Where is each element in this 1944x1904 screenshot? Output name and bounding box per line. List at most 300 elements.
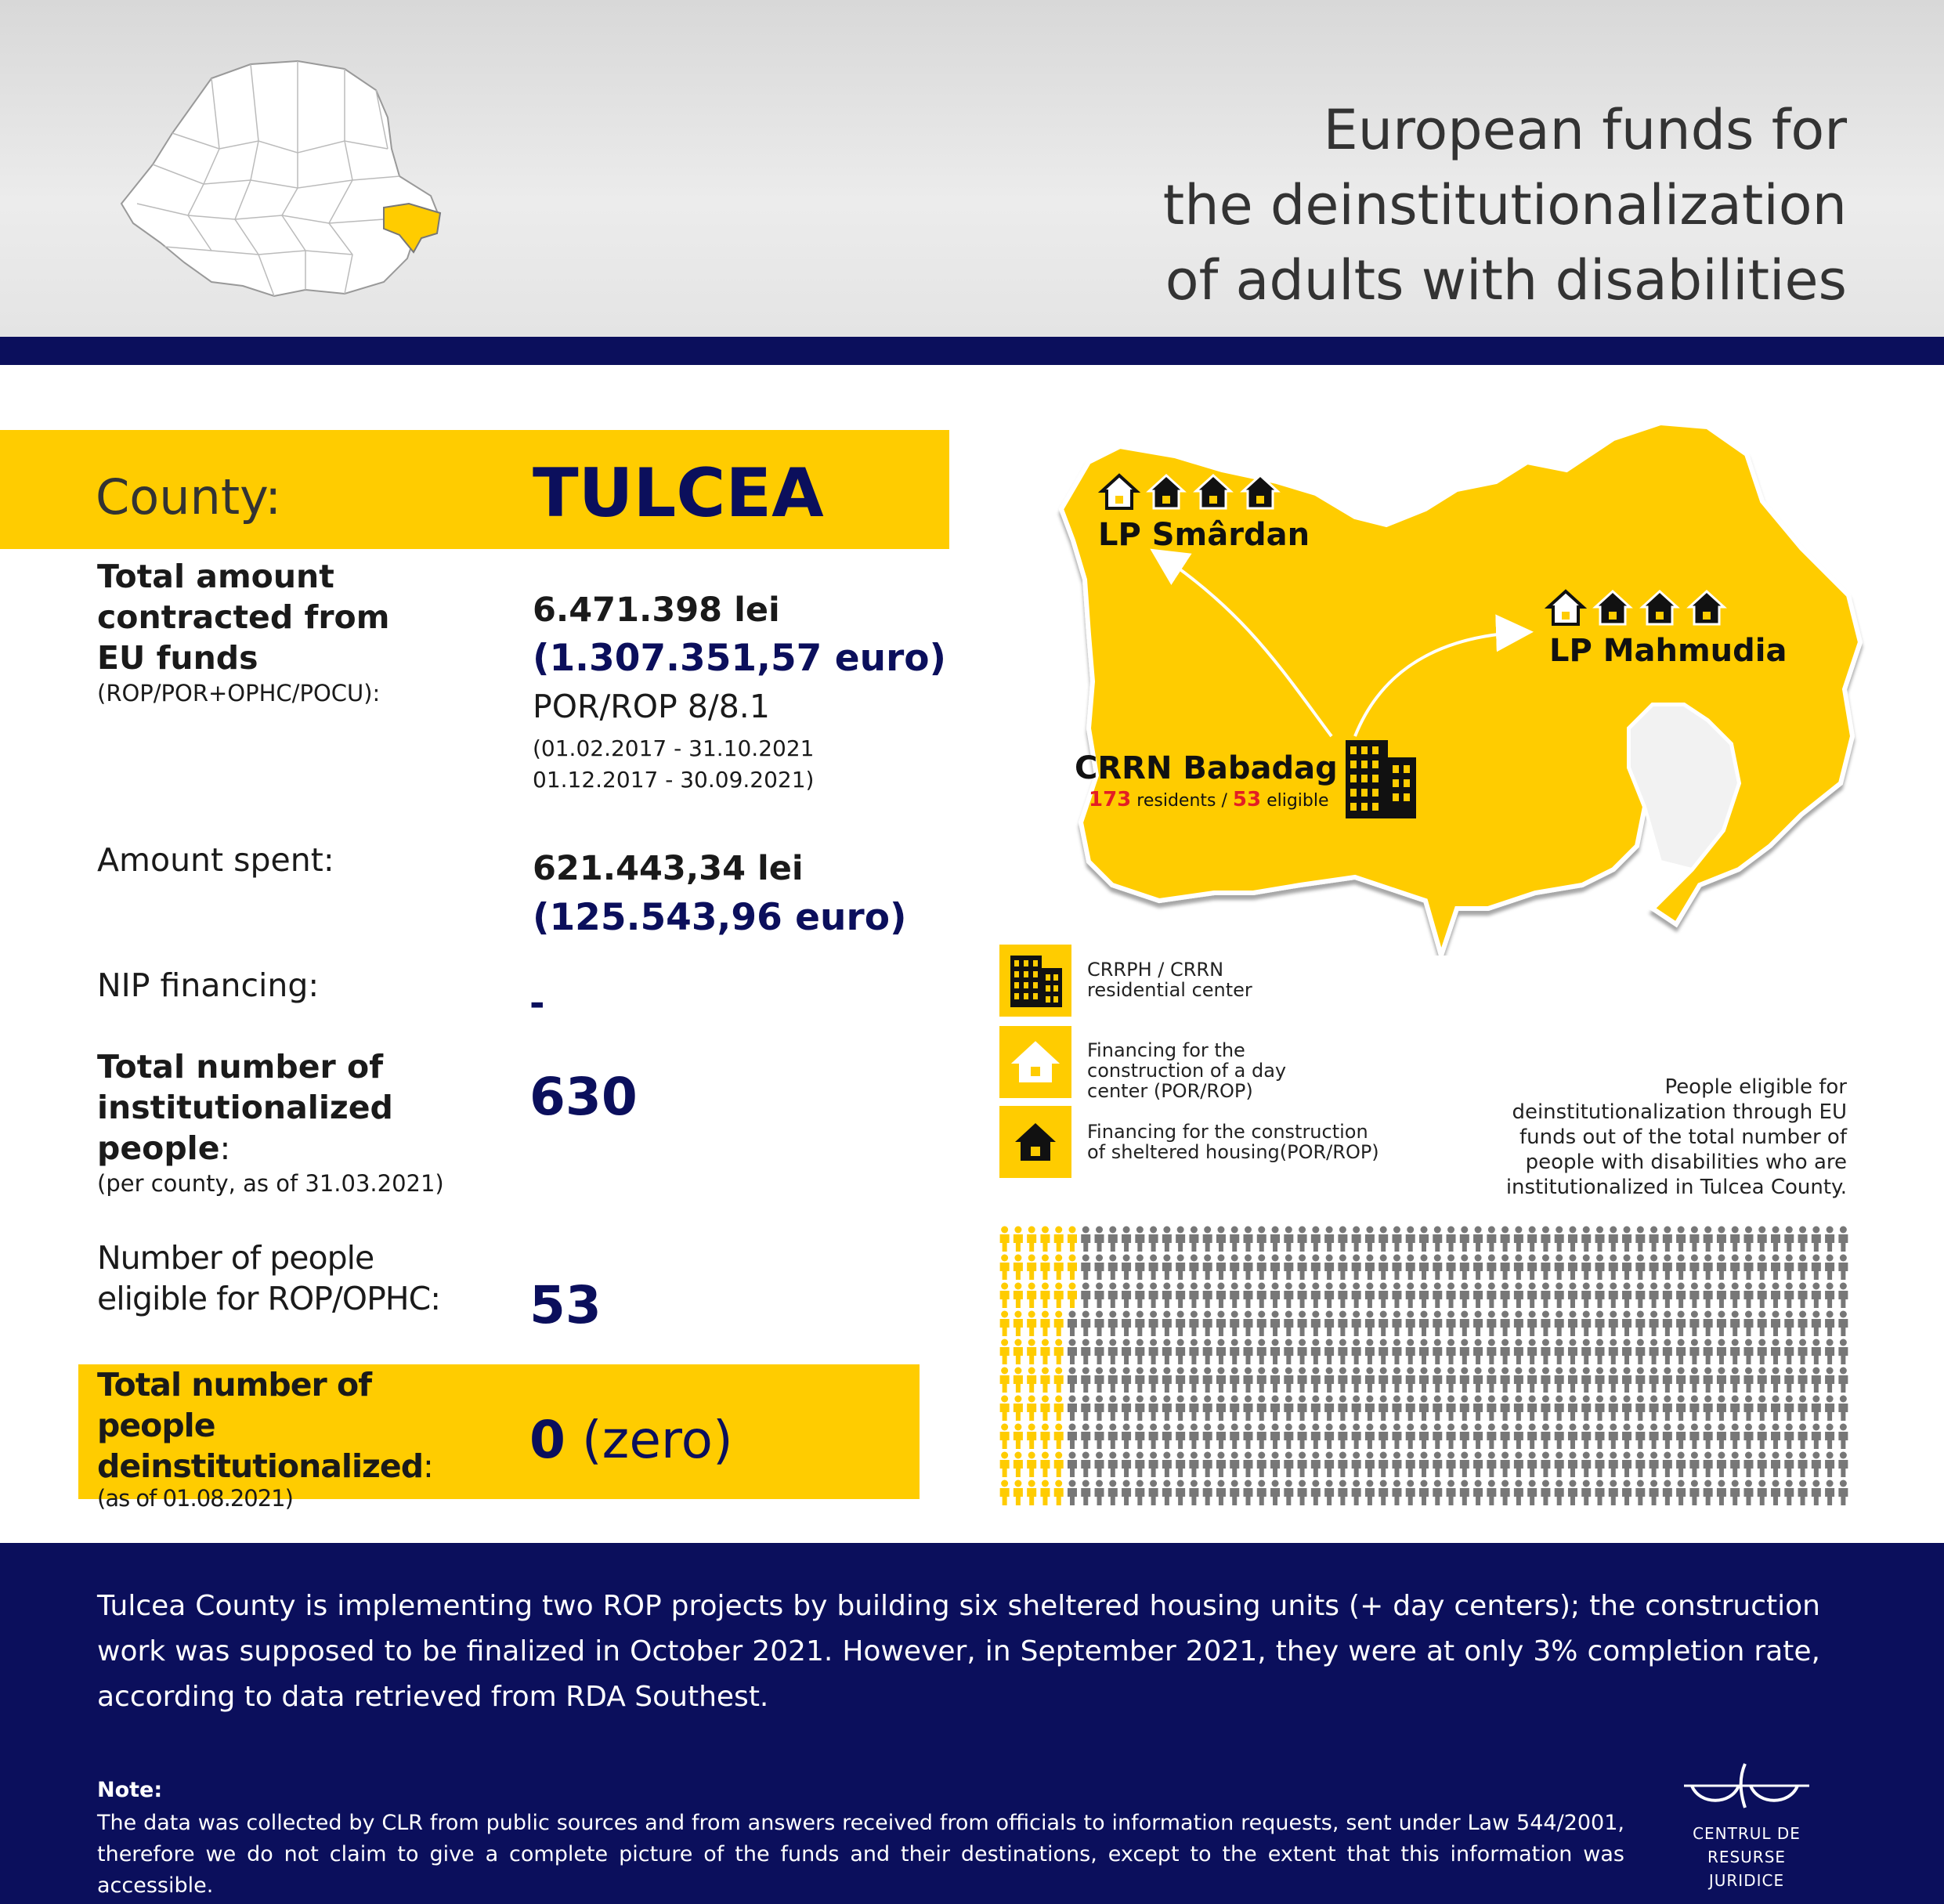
person-icon	[1676, 1396, 1686, 1422]
person-icon	[1203, 1452, 1212, 1478]
person-icon	[1284, 1311, 1293, 1337]
person-icon	[1338, 1227, 1347, 1252]
person-icon	[1311, 1255, 1321, 1281]
person-icon	[1527, 1283, 1537, 1309]
person-icon	[1216, 1227, 1226, 1252]
person-icon	[1743, 1339, 1753, 1365]
person-icon	[1135, 1480, 1144, 1506]
person-icon	[1068, 1367, 1077, 1393]
person-icon	[1743, 1480, 1753, 1506]
person-icon	[1406, 1283, 1415, 1309]
person-icon	[1270, 1424, 1280, 1450]
person-icon	[1812, 1227, 1821, 1252]
person-icon	[1311, 1396, 1321, 1422]
person-icon	[1595, 1227, 1605, 1252]
person-icon	[1730, 1255, 1740, 1281]
person-icon	[1230, 1339, 1239, 1365]
person-icon	[1365, 1283, 1375, 1309]
person-icon	[1730, 1339, 1740, 1365]
person-icon	[1798, 1227, 1808, 1252]
person-icon	[1298, 1227, 1307, 1252]
person-icon	[1514, 1452, 1523, 1478]
person-icon	[1663, 1424, 1672, 1450]
person-icon	[1122, 1424, 1131, 1450]
person-icon	[1730, 1311, 1740, 1337]
person-icon	[1162, 1480, 1172, 1506]
person-eligible-icon	[1027, 1480, 1036, 1506]
person-icon	[1149, 1311, 1158, 1337]
person-icon	[1068, 1339, 1077, 1365]
person-icon	[1352, 1255, 1361, 1281]
institutionalized-label	[97, 1046, 444, 1198]
person-icon	[1771, 1255, 1780, 1281]
person-eligible-icon	[1054, 1424, 1064, 1450]
person-icon	[1663, 1452, 1672, 1478]
person-icon	[1419, 1227, 1429, 1252]
person-icon	[1487, 1227, 1496, 1252]
legend-housing-text	[1087, 1122, 1379, 1162]
person-icon	[1433, 1255, 1442, 1281]
person-icon	[1663, 1255, 1672, 1281]
person-icon	[1743, 1452, 1753, 1478]
person-icon	[1812, 1452, 1821, 1478]
person-icon	[1771, 1283, 1780, 1309]
person-icon	[1581, 1480, 1591, 1506]
person-icon	[1419, 1311, 1429, 1337]
person-icon	[1108, 1255, 1118, 1281]
person-eligible-icon	[1014, 1396, 1023, 1422]
person-icon	[1501, 1283, 1510, 1309]
person-icon	[1108, 1227, 1118, 1252]
person-icon	[1365, 1452, 1375, 1478]
person-icon	[1352, 1311, 1361, 1337]
person-icon	[1162, 1227, 1172, 1252]
person-icon	[1784, 1311, 1794, 1337]
person-icon	[1298, 1396, 1307, 1422]
total-contracted-euro: (1.307.351,57 euro)	[533, 637, 947, 680]
person-icon	[1392, 1452, 1401, 1478]
person-icon	[1473, 1424, 1483, 1450]
person-icon	[1365, 1339, 1375, 1365]
person-icon	[1352, 1283, 1361, 1309]
person-icon	[1743, 1367, 1753, 1393]
person-icon	[1704, 1227, 1713, 1252]
person-icon	[1622, 1452, 1631, 1478]
person-icon	[1798, 1339, 1808, 1365]
person-icon	[1689, 1255, 1699, 1281]
person-icon	[1243, 1396, 1252, 1422]
person-icon	[1825, 1367, 1834, 1393]
deinst-colon: :	[423, 1447, 433, 1485]
person-icon	[1392, 1396, 1401, 1422]
person-icon	[1338, 1339, 1347, 1365]
person-icon	[1189, 1311, 1198, 1337]
person-icon	[1595, 1339, 1605, 1365]
person-icon	[1108, 1339, 1118, 1365]
legend-building-box	[999, 945, 1071, 1017]
person-eligible-icon	[1014, 1452, 1023, 1478]
person-icon	[1216, 1311, 1226, 1337]
person-icon	[1447, 1339, 1456, 1365]
person-icon	[1717, 1255, 1726, 1281]
person-icon	[1838, 1311, 1848, 1337]
person-eligible-icon	[1054, 1339, 1064, 1365]
person-icon	[1324, 1227, 1334, 1252]
person-icon	[1650, 1339, 1659, 1365]
person-icon	[1527, 1227, 1537, 1252]
person-icon	[1095, 1227, 1104, 1252]
person-icon	[1825, 1452, 1834, 1478]
person-icon	[1501, 1452, 1510, 1478]
person-icon	[1433, 1339, 1442, 1365]
person-icon	[1676, 1255, 1686, 1281]
person-icon	[1298, 1283, 1307, 1309]
person-icon	[1771, 1424, 1780, 1450]
legend-item3-line2: of sheltered housing(POR/ROP)	[1087, 1141, 1379, 1163]
person-icon	[1838, 1452, 1848, 1478]
person-icon	[1460, 1227, 1469, 1252]
person-icon	[1270, 1255, 1280, 1281]
person-icon	[1838, 1227, 1848, 1252]
building-icon	[999, 945, 1071, 1017]
person-icon	[1689, 1452, 1699, 1478]
person-icon	[1555, 1311, 1564, 1337]
person-icon	[1676, 1480, 1686, 1506]
person-icon	[1555, 1255, 1564, 1281]
eligible-value: 53	[529, 1275, 602, 1335]
person-icon	[1365, 1227, 1375, 1252]
person-icon	[1149, 1227, 1158, 1252]
person-icon	[1406, 1424, 1415, 1450]
person-icon	[1568, 1311, 1577, 1337]
person-icon	[1609, 1283, 1618, 1309]
person-icon	[1203, 1311, 1212, 1337]
person-icon	[1284, 1367, 1293, 1393]
person-icon	[1758, 1283, 1767, 1309]
person-eligible-icon	[1000, 1311, 1010, 1337]
tulcea-county-map	[1018, 407, 1880, 956]
person-icon	[1771, 1339, 1780, 1365]
person-icon	[1257, 1367, 1266, 1393]
person-icon	[1392, 1311, 1401, 1337]
person-icon	[1433, 1367, 1442, 1393]
person-icon	[1135, 1227, 1144, 1252]
total-contracted-period	[533, 733, 814, 796]
person-icon	[1838, 1424, 1848, 1450]
person-icon	[1838, 1367, 1848, 1393]
person-icon	[1784, 1396, 1794, 1422]
person-eligible-icon	[1014, 1339, 1023, 1365]
person-icon	[1406, 1227, 1415, 1252]
person-icon	[1541, 1339, 1550, 1365]
person-icon	[1284, 1424, 1293, 1450]
person-icon	[1555, 1339, 1564, 1365]
person-icon	[1068, 1424, 1077, 1450]
person-icon	[1635, 1339, 1645, 1365]
person-icon	[1352, 1227, 1361, 1252]
person-eligible-icon	[1014, 1227, 1023, 1252]
person-icon	[1149, 1339, 1158, 1365]
person-icon	[1784, 1255, 1794, 1281]
person-icon	[1635, 1227, 1645, 1252]
person-icon	[1108, 1311, 1118, 1337]
person-icon	[1122, 1339, 1131, 1365]
deinstitutionalized-value	[529, 1410, 733, 1470]
person-eligible-icon	[1000, 1227, 1010, 1252]
person-icon	[1689, 1311, 1699, 1337]
person-eligible-icon	[1014, 1367, 1023, 1393]
person-icon	[1676, 1339, 1686, 1365]
person-icon	[1784, 1227, 1794, 1252]
person-icon	[1812, 1424, 1821, 1450]
person-icon	[1704, 1424, 1713, 1450]
person-icon	[1419, 1396, 1429, 1422]
person-eligible-icon	[1000, 1424, 1010, 1450]
person-icon	[1230, 1311, 1239, 1337]
person-icon	[1581, 1424, 1591, 1450]
institutionalized-label-line3: people	[97, 1129, 220, 1167]
person-icon	[1758, 1227, 1767, 1252]
person-icon	[1379, 1367, 1388, 1393]
person-icon	[1284, 1283, 1293, 1309]
person-icon	[1635, 1424, 1645, 1450]
person-icon	[1081, 1311, 1090, 1337]
person-icon	[1650, 1255, 1659, 1281]
person-icon	[1541, 1424, 1550, 1450]
person-icon	[1771, 1396, 1780, 1422]
person-icon	[1433, 1396, 1442, 1422]
person-icon	[1514, 1311, 1523, 1337]
person-icon	[1487, 1452, 1496, 1478]
person-icon	[1122, 1396, 1131, 1422]
person-icon	[1216, 1452, 1226, 1478]
person-icon	[1609, 1396, 1618, 1422]
person-icon	[1838, 1255, 1848, 1281]
title-line-1: European funds for	[1323, 98, 1847, 162]
person-icon	[1379, 1311, 1388, 1337]
person-eligible-icon	[1014, 1424, 1023, 1450]
person-icon	[1609, 1480, 1618, 1506]
person-icon	[1595, 1283, 1605, 1309]
person-icon	[1324, 1396, 1334, 1422]
person-icon	[1203, 1480, 1212, 1506]
person-icon	[1581, 1339, 1591, 1365]
person-icon	[1270, 1339, 1280, 1365]
person-icon	[1635, 1396, 1645, 1422]
eligible-count: 53	[1232, 788, 1262, 811]
person-icon	[1379, 1339, 1388, 1365]
people-note-line5: institutionalized in Tulcea County.	[1505, 1176, 1847, 1199]
person-icon	[1838, 1396, 1848, 1422]
person-icon	[1270, 1452, 1280, 1478]
person-icon	[1203, 1396, 1212, 1422]
house-outline-icon	[999, 1026, 1071, 1098]
person-icon	[1081, 1480, 1090, 1506]
person-icon	[1324, 1311, 1334, 1337]
person-icon	[1189, 1480, 1198, 1506]
person-icon	[1324, 1339, 1334, 1365]
person-icon	[1149, 1283, 1158, 1309]
amount-spent-euro: (125.543,96 euro)	[533, 896, 907, 939]
person-icon	[1730, 1227, 1740, 1252]
person-eligible-icon	[1027, 1396, 1036, 1422]
person-icon	[1460, 1396, 1469, 1422]
person-eligible-icon	[1054, 1311, 1064, 1337]
person-icon	[1284, 1255, 1293, 1281]
person-icon	[1758, 1396, 1767, 1422]
person-icon	[1149, 1396, 1158, 1422]
person-icon	[1311, 1311, 1321, 1337]
person-icon	[1663, 1367, 1672, 1393]
map-label-mahmudia: LP Mahmudia	[1549, 633, 1787, 669]
person-icon	[1487, 1339, 1496, 1365]
babadag-residents	[1089, 788, 1329, 811]
person-icon	[1298, 1480, 1307, 1506]
legend-building-text	[1087, 959, 1252, 1000]
person-icon	[1149, 1452, 1158, 1478]
person-icon	[1379, 1283, 1388, 1309]
person-icon	[1460, 1339, 1469, 1365]
person-icon	[1812, 1396, 1821, 1422]
person-icon	[1257, 1339, 1266, 1365]
person-icon	[1622, 1367, 1631, 1393]
person-icon	[1784, 1424, 1794, 1450]
person-icon	[1149, 1480, 1158, 1506]
legend-item1-line2: residential center	[1087, 979, 1252, 1001]
person-icon	[1135, 1311, 1144, 1337]
person-icon	[1257, 1480, 1266, 1506]
person-icon	[1189, 1283, 1198, 1309]
person-icon	[1568, 1367, 1577, 1393]
legend-item2-line3: center (POR/ROP)	[1087, 1080, 1253, 1102]
legend-item2-line1: Financing for the	[1087, 1039, 1245, 1061]
person-icon	[1270, 1227, 1280, 1252]
person-icon	[1473, 1255, 1483, 1281]
person-icon	[1595, 1311, 1605, 1337]
person-icon	[1581, 1255, 1591, 1281]
person-icon	[1162, 1367, 1172, 1393]
deinst-value-num: 0	[529, 1410, 565, 1470]
person-icon	[1689, 1283, 1699, 1309]
person-icon	[1784, 1367, 1794, 1393]
person-icon	[1609, 1227, 1618, 1252]
person-icon	[1216, 1255, 1226, 1281]
institutionalized-sub: (per county, as of 31.03.2021)	[97, 1170, 444, 1197]
person-icon	[1338, 1311, 1347, 1337]
person-icon	[1704, 1480, 1713, 1506]
person-eligible-icon	[1027, 1255, 1036, 1281]
person-icon	[1676, 1311, 1686, 1337]
person-icon	[1689, 1396, 1699, 1422]
person-icon	[1406, 1452, 1415, 1478]
person-icon	[1419, 1367, 1429, 1393]
person-icon	[1203, 1227, 1212, 1252]
person-icon	[1311, 1283, 1321, 1309]
total-contracted-sub: (ROP/POR+OPHC/POCU):	[97, 680, 381, 706]
person-eligible-icon	[1014, 1311, 1023, 1337]
person-icon	[1473, 1227, 1483, 1252]
person-icon	[1501, 1339, 1510, 1365]
person-icon	[1433, 1227, 1442, 1252]
person-icon	[1555, 1452, 1564, 1478]
person-icon	[1284, 1452, 1293, 1478]
amount-spent-lei: 621.443,34 lei	[533, 849, 804, 888]
person-icon	[1730, 1480, 1740, 1506]
person-icon	[1501, 1311, 1510, 1337]
person-icon	[1743, 1424, 1753, 1450]
person-eligible-icon	[1000, 1480, 1010, 1506]
people-pictogram	[998, 1226, 1850, 1508]
person-eligible-icon	[1027, 1283, 1036, 1309]
person-icon	[1433, 1424, 1442, 1450]
person-icon	[1609, 1311, 1618, 1337]
person-icon	[1568, 1480, 1577, 1506]
county-label: County:	[96, 468, 282, 526]
person-icon	[1176, 1283, 1185, 1309]
period-line-2: 01.12.2017 - 30.09.2021)	[533, 767, 815, 793]
person-icon	[1270, 1367, 1280, 1393]
person-icon	[1447, 1255, 1456, 1281]
person-icon	[1758, 1480, 1767, 1506]
total-contracted-label-line3: EU funds	[97, 639, 258, 677]
person-icon	[1406, 1339, 1415, 1365]
person-icon	[1243, 1367, 1252, 1393]
person-icon	[1447, 1452, 1456, 1478]
person-icon	[1473, 1339, 1483, 1365]
person-icon	[1216, 1367, 1226, 1393]
person-icon	[1379, 1255, 1388, 1281]
person-icon	[1081, 1227, 1090, 1252]
deinst-label-line1: Total number of	[97, 1366, 372, 1404]
person-icon	[1771, 1311, 1780, 1337]
person-icon	[1203, 1255, 1212, 1281]
person-icon	[1095, 1396, 1104, 1422]
person-icon	[1379, 1227, 1388, 1252]
person-icon	[1095, 1452, 1104, 1478]
person-eligible-icon	[1027, 1367, 1036, 1393]
person-eligible-icon	[1040, 1367, 1050, 1393]
person-icon	[1527, 1424, 1537, 1450]
deinst-sub: (as of 01.08.2021)	[97, 1485, 293, 1512]
person-icon	[1704, 1255, 1713, 1281]
person-icon	[1379, 1396, 1388, 1422]
person-icon	[1650, 1480, 1659, 1506]
person-eligible-icon	[1027, 1339, 1036, 1365]
person-icon	[1771, 1227, 1780, 1252]
person-icon	[1568, 1424, 1577, 1450]
person-icon	[1609, 1339, 1618, 1365]
person-icon	[1812, 1283, 1821, 1309]
person-icon	[1392, 1227, 1401, 1252]
person-icon	[1108, 1424, 1118, 1450]
romania-map	[117, 47, 446, 305]
person-icon	[1650, 1396, 1659, 1422]
person-icon	[1541, 1255, 1550, 1281]
person-icon	[1216, 1424, 1226, 1450]
person-icon	[1162, 1283, 1172, 1309]
person-icon	[1068, 1452, 1077, 1478]
person-icon	[1501, 1255, 1510, 1281]
person-icon	[1595, 1367, 1605, 1393]
person-icon	[1203, 1283, 1212, 1309]
person-icon	[1568, 1255, 1577, 1281]
person-icon	[1243, 1452, 1252, 1478]
map-label-babadag: CRRN Babadag	[1075, 750, 1338, 786]
person-icon	[1689, 1480, 1699, 1506]
person-icon	[1149, 1367, 1158, 1393]
person-icon	[1622, 1311, 1631, 1337]
person-icon	[1650, 1424, 1659, 1450]
